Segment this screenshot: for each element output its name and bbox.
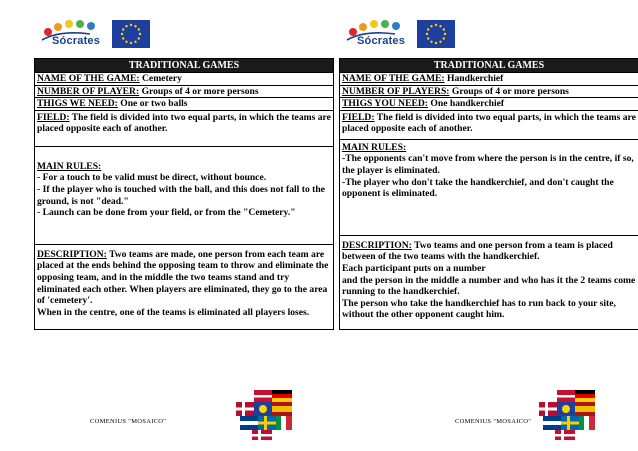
description-value: Two teams are made, one person from each team are placed at the ends behind the opposing team to throw and eliminate the opposing team, and in the middle the two teams stand and try eliminated each other. When players are eliminated, they go to the area of 'cemetery'. bbox=[37, 248, 329, 307]
rule-item: - Launch can be done from your field, or from the "Cemetery." bbox=[37, 207, 296, 219]
socrates-logo bbox=[40, 18, 152, 50]
game-name-row bbox=[340, 73, 638, 86]
players-value: Groups of 4 or more persons bbox=[449, 85, 569, 97]
game-sheet bbox=[34, 58, 334, 330]
sheet-title: TRADITIONAL GAMES bbox=[35, 59, 333, 73]
sheet-title: TRADITIONAL GAMES bbox=[340, 59, 638, 73]
needs-value: One or two balls bbox=[117, 98, 188, 110]
game-card-handkerchief bbox=[339, 0, 638, 451]
field-value: The field is divided into two equal parts, in which the teams are placed opposite each of another. bbox=[342, 111, 636, 135]
players-label: NUMBER OF PLAYERS: bbox=[342, 85, 450, 97]
field-label: FIELD: bbox=[342, 111, 375, 123]
description-extra: When in the centre, one of the teams is eliminated all players loses. bbox=[37, 306, 310, 318]
description-line: and the person in the middle a number and who has it the 2 teams come running to the handkerchief. bbox=[342, 274, 636, 298]
needs-label: THIGS WE NEED: bbox=[37, 98, 118, 110]
flags-puzzle-icon bbox=[535, 388, 599, 442]
players-row bbox=[35, 86, 333, 99]
eu-flag-icon bbox=[417, 20, 455, 48]
needs-label: THIGS YOU NEED: bbox=[342, 98, 429, 110]
socrates-logo-text: Sócrates bbox=[357, 35, 406, 47]
rule-item: -The player who don't take the handkerchief, and don't caught the opponent is eliminated. bbox=[342, 176, 614, 200]
rule-item: - For a touch to be valid must be direct, without bounce. bbox=[37, 172, 267, 184]
description-label: DESCRIPTION: bbox=[37, 248, 107, 260]
description-value: Two teams and one person from a team is placed between of the two teams with the handkerchief. bbox=[342, 239, 613, 263]
description-line: The person who take the handkerchief has to run back to your site, without the other opponent caught him. bbox=[342, 297, 616, 321]
field-section bbox=[35, 111, 333, 147]
description-section bbox=[35, 245, 333, 331]
description-label: DESCRIPTION: bbox=[342, 239, 412, 251]
comenius-footer: COMENIUS "MOSAICO" bbox=[90, 418, 167, 425]
comenius-footer: COMENIUS "MOSAICO" bbox=[455, 418, 532, 425]
field-label: FIELD: bbox=[37, 111, 70, 123]
players-value: Groups of 4 or more persons bbox=[139, 85, 259, 97]
rules-section bbox=[35, 147, 333, 245]
game-name-label: NAME OF THE GAME: bbox=[37, 73, 140, 84]
field-value: The field is divided into two equal parts, in which the teams are placed opposite each of another. bbox=[37, 111, 331, 135]
needs-value: One handkerchief bbox=[428, 98, 505, 110]
players-row bbox=[340, 86, 638, 99]
game-name-value: Cemetery bbox=[139, 73, 182, 84]
rules-label: MAIN RULES: bbox=[342, 141, 407, 153]
socrates-logo bbox=[345, 18, 457, 50]
socrates-logo-text: Sócrates bbox=[52, 35, 101, 47]
field-section bbox=[340, 111, 638, 140]
rules-label: MAIN RULES: bbox=[37, 160, 102, 172]
needs-row bbox=[35, 98, 333, 111]
game-name-row bbox=[35, 73, 333, 86]
game-card-cemetery bbox=[34, 0, 334, 451]
rule-item: -The opponents can't move from where the person is in the centre, if so, the player is eliminated. bbox=[342, 153, 634, 176]
game-sheet bbox=[339, 58, 638, 330]
needs-row bbox=[340, 98, 638, 111]
eu-flag-icon bbox=[112, 20, 150, 48]
rules-section bbox=[340, 140, 638, 236]
game-name-label: NAME OF THE GAME: bbox=[342, 73, 445, 84]
game-name-value: Handkerchief bbox=[444, 73, 504, 84]
flags-puzzle-icon bbox=[232, 388, 296, 442]
description-line: Each participant puts on a number bbox=[342, 262, 486, 274]
description-section bbox=[340, 236, 638, 329]
rule-item: - If the player who is touched with the ball, and this does not fall to the ground, is not "dead." bbox=[37, 183, 325, 207]
players-label: NUMBER OF PLAYER: bbox=[37, 85, 140, 97]
